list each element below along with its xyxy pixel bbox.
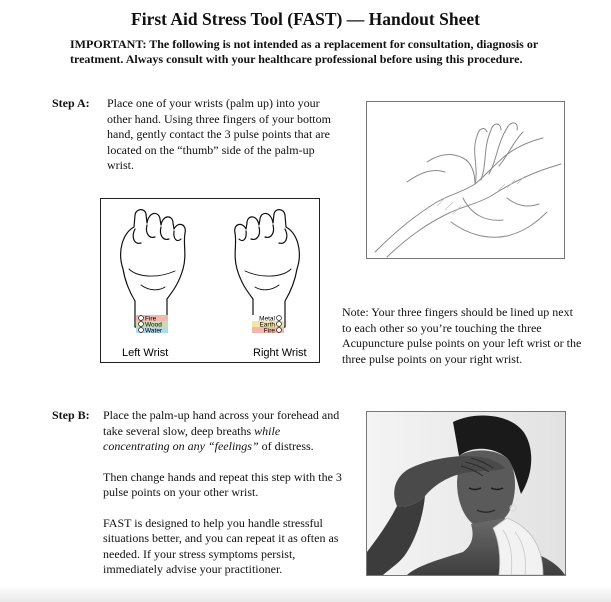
important-disclaimer: IMPORTANT: The following is not intended as a replacement for consultation, diagnosis or treatment. Always consult with your healthcare professional before using this procedure. — [70, 37, 538, 66]
wrist-diagram-illustration — [101, 199, 319, 362]
step-b-text — [103, 408, 348, 593]
step-b-paragraph-2: Then change hands and repeat this step with the 3 pulse points on your other wrist. — [103, 469, 342, 499]
step-a-label: Step A: — [52, 96, 90, 110]
wrist-pulse-diagram — [100, 198, 320, 363]
page-title: First Aid Stress Tool (FAST) — Handout Sheet — [131, 9, 480, 29]
wrist-hold-sketch — [366, 101, 565, 259]
right-hand-outline — [235, 210, 300, 327]
right-wrist-label: Right Wrist — [253, 347, 307, 359]
step-b-paragraph-1 — [103, 408, 348, 455]
step-b-p1-end: of distress. — [258, 439, 314, 453]
left-point-1-label: Fire — [145, 315, 157, 323]
right-point-3-label: Fire — [263, 327, 275, 335]
step-a-text: Place one of your wrists (palm up) into your other hand. Using three fingers of your bottom hand, gently contact the 3 pulse points that are located on the “thumb” side of the palm-up wrist. — [107, 96, 331, 172]
right-pulse-points — [252, 315, 284, 334]
step-b-label: Step B: — [52, 408, 90, 422]
right-point-1-label: Metal — [259, 315, 275, 323]
forehead-photo — [366, 411, 566, 576]
left-pulse-points — [136, 315, 168, 334]
step-b-p1-start: Place the palm-up hand across your forehead and take several slow, deep breaths — [103, 408, 340, 438]
step-b-paragraph-3: FAST is designed to help you handle stressful situations better, and you can repeat it as often as needed. If your stress symptoms persist, immediately advise your practitioner. — [103, 515, 339, 576]
step-b-p1-emphasis: while concentrating on any “feelings” — [103, 423, 281, 453]
left-hand-outline — [121, 210, 186, 327]
right-point-2-label: Earth — [259, 321, 275, 329]
left-point-3-label: Water — [145, 327, 163, 335]
note-text: Note: Your three fingers should be lined up next to each other so you’re touching the three Acupuncture pulse points on your left wrist or the three pulse points on your right wrist. — [342, 305, 582, 366]
page-bottom-shadow — [0, 586, 611, 602]
left-point-2-label: Wood — [145, 321, 162, 329]
left-wrist-label: Left Wrist — [122, 347, 169, 359]
